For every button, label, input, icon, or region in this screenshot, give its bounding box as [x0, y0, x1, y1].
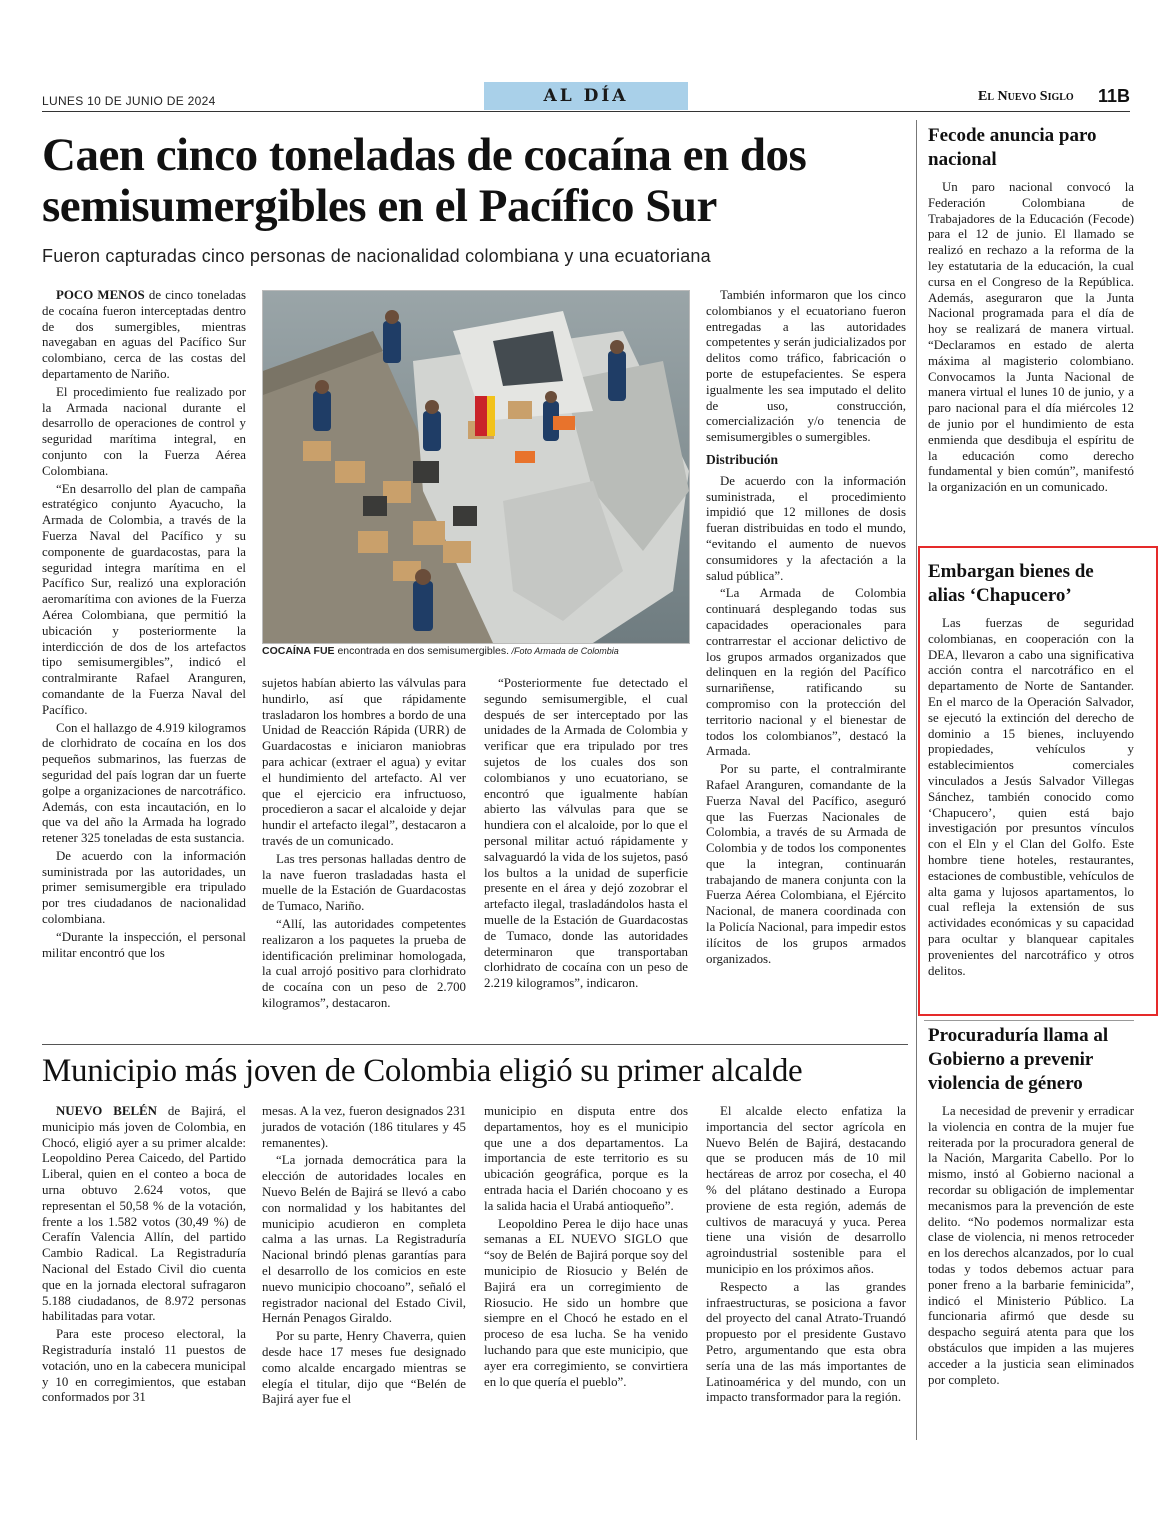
paragraph: “Allí, las autoridades competentes realizaron a los paquetes la prueba de identificación preliminar homologada, la cual arrojó positivo para clorhidrato de cocaína con un peso de 2.700 kilogramos”, destacaron.: [262, 916, 466, 1010]
paragraph: Por su parte, Henry Chaverra, quien desde hace 17 meses fue designado como alcalde encargado mientras se elegía el titular, dijo que “Belén de Bajirá ayer fue el: [262, 1329, 466, 1407]
paragraph: De acuerdo con la información suministrada por las autoridades, un primer semisumergible era tripulado por tres ciudadanos de nacionalidad colombiana.: [42, 848, 246, 927]
sidebar-fecode: [928, 124, 1134, 496]
subhead-distribucion: Distribución: [706, 451, 779, 467]
sidebar-text: Las fuerzas de seguridad colombianas, en cooperación con la DEA, llevaron a cabo una significativa acción contra el narcotráfico en el departamento de Norte de Santander. En el marco de la Operación Salvador, se ejecutó la extinción del derecho de dominio a 15 bienes, incluyendo propiedades, vehículos y establecimientos comerciales vinculados a Jesús Salvador Villegas Sánchez, también conocido como ‘Chapucero’, quien está bajo investigación por presuntos vínculos con el Eln y el Clan del Golfo. Este hombre tiene hoteles, restaurantes, estaciones de combustible, vehículos de alta gama y lujosos apartamentos, lo cual refleja la extensión de sus actividades económicas y su capacidad para ocultar y blanquear capitales provenientes del narcotráfico y otros delitos.: [928, 616, 1134, 978]
paragraph: sujetos habían abierto las válvulas para hundirlo, así que rápidamente trasladaron los hombres a bordo de una Unidad de Reacción Rápida (URR) de Guardacostas e iniciaron maniobras para achicar (extraer el agua) y evitar el hundimiento del artefacto. Al ver que el ejercicio era infructuoso, procedieron a sacar el alcaloide y dejar hundir el artefacto ilegal”, destacaron a través de un comunicado.: [262, 676, 466, 848]
paragraph: De acuerdo con la información suministrada, el procedimiento impidió que 12 millones de dosis fueran distribuidas en todo el mundo, “evitando el aumento de nuevos consumidores y la afectación a la salud pública”.: [706, 473, 906, 583]
paragraph: “Durante la inspección, el personal militar encontró que los: [42, 929, 246, 960]
caption-text: encontrada en dos semisumergibles.: [334, 645, 510, 657]
paragraph: El alcalde electo enfatiza la importancia del sector agrícola en Nuevo Belén de Bajirá, destacando que se producen más de 10 mil hectáreas de arroz por cosecha, el 40 % del plátano destinado a Europa proviene de esta región, además de cultivos de maracuyá y yuca. Perea tiene una visión de desarrollo agroindustrial sostenible para el municipio en los próximos años.: [706, 1104, 906, 1276]
main-deck: Fueron capturadas cinco personas de nacionalidad colombiana y una ecuatoriana: [42, 246, 711, 266]
lead-in: NUEVO BELÉN: [56, 1104, 157, 1118]
main-column-1: [42, 288, 246, 963]
paragraph: También informaron que los cinco colombianos y el ecuatoriano fueron entregadas a las autoridades competentes y serán judicializados por delitos como tráfico, fabricación o porte de estupefacientes. Se espera igualmente les sea imputado el delito de uso, construcción, comercialización y/o tenencia de semisumergibles o sumergibles.: [706, 288, 906, 445]
section-banner: AL DÍA: [484, 82, 688, 110]
header-rule: [42, 111, 1130, 112]
second-column-2: [262, 1104, 466, 1410]
sidebar-procuraduria: [928, 1024, 1134, 1388]
paragraph: mesas. A la vez, fueron designados 231 jurados de votación (186 titulares y 45 remanentes).: [262, 1104, 466, 1150]
paragraph: de cinco toneladas de cocaína fueron interceptadas dentro de dos sumergibles, mientras navegaban en aguas del Pacífico Sur colombiano, cerca de las costas del departamento de Nariño.: [42, 288, 246, 381]
photo-credit: /Foto Armada de Colombia: [509, 646, 619, 656]
sidebar-title: Fecode anuncia paro nacional: [928, 125, 1097, 170]
second-column-1: [42, 1104, 246, 1408]
paragraph: El procedimiento fue realizado por la Armada nacional durante el desarrollo de operaciones de control y seguridad marítima integral, en conjunto con la Fuerza Aérea Colombiana.: [42, 384, 246, 478]
sidebar-text: La necesidad de prevenir y erradicar la violencia en contra de la mujer fue reiterada por la procuradora general de la Nación, Margarita Cabello. Por lo mismo, instó al Gobierno nacional a recordar su obligación de implementar mecanismos para la prevención de este delito. “No podemos normalizar esta clase de violencia, ni menos retroceder en los derechos alcanzados, por lo cual todas y todos debemos actuar para poner freno a la barbarie feminicida”, indicó el Ministerio Público. La funcionaria afirmó que desde su despacho seguirá atenta para que los obstáculos que impiden a las mujeres acceder a la justicia sean eliminados por completo.: [928, 1104, 1134, 1387]
second-column-3: [484, 1104, 688, 1392]
paragraph: Leopoldino Perea le dijo hace unas semanas a EL NUEVO SIGLO que “soy de Belén de Bajirá porque soy del municipio de Riosucio y Belén de Bajirá era un corregimiento de Riosucio. He sido un hombre que siempre en el Chocó he estado en el proceso de esa lucha. Se ha venido luchando para que este municipio, que ayer era corregimiento, se convirtiera en lo que quería el pueblo”.: [484, 1216, 688, 1389]
paragraph: Las tres personas halladas dentro de la nave fueron trasladadas hasta el muelle de la Estación de Guardacostas de Tumaco, Nariño.: [262, 851, 466, 914]
caption-lead: COCAÍNA FUE: [262, 645, 335, 657]
masthead: El Nuevo Siglo: [978, 89, 1074, 104]
boat-photo: [262, 290, 690, 644]
lead-in: POCO MENOS: [56, 288, 145, 302]
paragraph: Con el hallazgo de 4.919 kilogramos de clorhidrato de cocaína en los dos pequeños submarinos, las fuerzas de seguridad del país logran dar un fuerte golpe a organizaciones de narcotráfico. Además, con esta incautación, en lo que va del año la Armada ha logrado retener 325 toneladas de esta sustancia.: [42, 720, 246, 846]
second-column-4: [706, 1104, 906, 1408]
paragraph: municipio en disputa entre dos departamentos, hoy es el municipio que une a dos departamentos. La importancia de este territorio es su ubicación geográfica, porque es la entrada hacia el Darién chocoano y es la salida hacia el Urabá antioqueño”.: [484, 1104, 688, 1213]
sidebar-divider: [916, 120, 917, 1440]
main-column-3: [484, 676, 688, 994]
paragraph: Por su parte, el contralmirante Rafael Aranguren, comandante de la Fuerza Naval del Pacífico, aseguró que las Fuerzas Nacionales de Colombia, a través de su Armada de Colombia y de todos los componentes que la integran, continuarán trabajando de manera conjunta con la Fuerza Aérea Colombiana, el Ejército Nacional, de manera coordinada con la Policía Nacional, para impedir estos ilícitos de los grupos armados organizados.: [706, 762, 906, 966]
sidebar-text: Un paro nacional convocó la Federación Colombiana de Trabajadores de la Educación (Fecode) para el 12 de junio. El llamado se realizó en rechazo a la reforma de la ley estatutaria de la educación, la cual cursa en el Congreso de la República. Además, aseguraron que la Junta Nacional programada para el día de hoy se realizará de manera virtual. “Declaramos en estado de alerta máxima al magisterio colombiano. Convocamos la Junta Nacional de manera virtual el lunes 10 de junio, y a paro nacional para el día miércoles 12 de junio por el hundimiento de esta enmienda que desdibuja el espíritu de la educación como derecho fundamental y bien común”, manifestó la organización en un comunicado.: [928, 180, 1134, 495]
second-headline: Municipio más joven de Colombia eligió su primer alcalde: [42, 1053, 803, 1089]
sidebar-divider-rule: [924, 1020, 1134, 1021]
sidebar-chapucero: [928, 560, 1134, 979]
photo-caption: [262, 645, 702, 657]
main-headline: Caen cinco toneladas de cocaína en dos semisumergibles en el Pacífico Sur: [42, 129, 807, 232]
paragraph: de Bajirá, el municipio más joven de Colombia, en Chocó, eligió ayer a su primer alcalde: Leopoldino Perea Caicedo, del Partido Liberal, quien en el conteo a boca de urna obtuvo 2.624 votos, que representan el 50,58 % de la votación, frente a los 1.582 votos (30,49 %) de Cerafín Valencia Allín, del partido Cambio Radical. La Registraduría Nacional del Estado Civil dio cuenta que en la jornada electoral sufragaron 5.188 ciudadanos, de 8.972 personas habilitadas para votar.: [42, 1104, 247, 1324]
paragraph: Para este proceso electoral, la Registraduría instaló 11 puestos de votación, uno en la cabecera municipal y 10 en corregimientos, que estaban conformados por 31: [42, 1327, 246, 1405]
boat-photo-illustration: [263, 291, 689, 643]
paragraph: “La jornada democrática para la elección de autoridades locales en Nuevo Belén de Bajirá se llevó a cabo con normalidad y los habitantes del municipio acudieron en completa calma a las urnas. La Registraduría Nacional brindó plenas garantías para el desarrollo de los comicios en este nuevo municipio chocoano”, señaló el registrador nacional del Estado Civil, Hernán Penagos Giraldo.: [262, 1153, 466, 1326]
page-number: 11B: [1098, 86, 1131, 106]
paragraph: Respecto a las grandes infraestructuras, se posiciona a favor del proyecto del canal Atrato-Truandó propuesto por el presidente Gustavo Petro, argumentando que esta obra sería una de las más importantes de Latinoamérica y del mundo, con un impacto transformador para la región.: [706, 1279, 906, 1405]
main-column-2: [262, 676, 466, 1014]
paragraph: “En desarrollo del plan de campaña estratégico conjunto Ayacucho, la Armada de Colombia, a través de la Fuerza Naval del Pacífico y su componente de guardacostas, para la seguridad integra marítima en el Pacífico Sur, realizó una exploración aeromarítima con aviones de la Fuerza Aérea Colombiana, que permitió la ubicación y posteriormente la interdicción de dos de los artefactos tipo semisumergibles”, indicó el contralmirante Rafael Aranguren, comandante de la Fuerza Naval del Pacífico.: [42, 481, 246, 717]
issue-date: LUNES 10 DE JUNIO DE 2024: [42, 94, 216, 108]
sidebar-title: Embargan bienes de alias ‘Chapucero’: [928, 561, 1094, 606]
paragraph: “La Armada de Colombia continuará desplegando todas sus capacidades operacionales para contrarrestar el accionar delictivo de los grupos armados organizados que delinquen en la región del Pacífico surnariñense, ratificando su compromiso con la protección del territorio nacional y el bienestar de todos los colombianos”, destacó la Armada.: [706, 586, 906, 759]
paragraph: “Posteriormente fue detectado el segundo semisumergible, el cual después de ser interceptado por las unidades de la Armada de Colombia y verificar que era tripulado por tres sujetos de los cuales dos son colombianos y uno ecuatoriano, se encontró que igualmente habían abierto las válvulas para que se hundiera con el alcaloide, por lo que el personal militar actuó rápidamente y salvaguardó la vida de los sujetos, pasó los bultos a la unidad de superficie presente en el área y dejó zozobrar el artefacto ilegal, trasladándolos hasta el muelle de la Estación de Guardacostas de Tumaco, donde las autoridades determinaron que transportaban clorhidrato de cocaína con un peso de 2.219 kilogramos”, indicaron.: [484, 676, 688, 991]
main-column-4: [706, 288, 906, 969]
sidebar-title: Procuraduría llama al Gobierno a prevenir violencia de género: [928, 1025, 1109, 1094]
story-divider: [42, 1044, 908, 1045]
